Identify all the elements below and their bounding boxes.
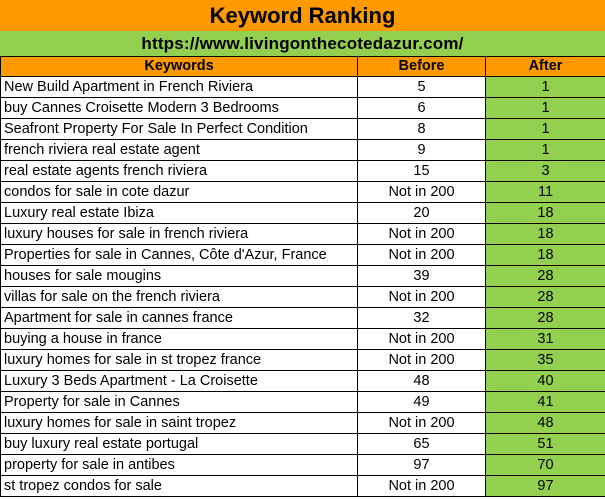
table-row [1,476,605,497]
table-row [1,245,605,266]
after-rank-cell: 28 [486,308,605,329]
keywords-header: Keywords [1,57,358,77]
before-rank-cell: 97 [358,455,486,476]
keyword-cell: villas for sale on the french riviera [1,287,358,308]
before-rank-cell: 15 [358,161,486,182]
before-rank-cell: Not in 200 [358,224,486,245]
keyword-cell: Luxury real estate Ibiza [1,203,358,224]
ranking-rows [1,77,605,497]
keyword-cell: french riviera real estate agent [1,140,358,161]
after-rank-cell: 1 [486,77,605,98]
keyword-cell: luxury homes for sale in saint tropez [1,413,358,434]
before-rank-cell: 20 [358,203,486,224]
keyword-cell: luxury houses for sale in french riviera [1,224,358,245]
before-header: Before [358,57,486,77]
before-rank-cell: Not in 200 [358,350,486,371]
after-rank-cell: 97 [486,476,605,497]
table-row [1,371,605,392]
ranking-table [0,56,605,497]
after-rank-cell: 48 [486,413,605,434]
table-row [1,266,605,287]
table-row [1,98,605,119]
keyword-cell: Luxury 3 Beds Apartment - La Croisette [1,371,358,392]
after-rank-cell: 11 [486,182,605,203]
keyword-cell: luxury homes for sale in st tropez france [1,350,358,371]
after-rank-cell: 70 [486,455,605,476]
keyword-cell: Apartment for sale in cannes france [1,308,358,329]
after-rank-cell: 40 [486,371,605,392]
table-row [1,287,605,308]
before-rank-cell: Not in 200 [358,182,486,203]
after-rank-cell: 28 [486,287,605,308]
keyword-cell: Seafront Property For Sale In Perfect Condition [1,119,358,140]
table-row [1,350,605,371]
before-rank-cell: 32 [358,308,486,329]
table-row [1,308,605,329]
after-rank-cell: 1 [486,140,605,161]
after-rank-cell: 18 [486,203,605,224]
after-header: After [486,57,605,77]
table-row [1,413,605,434]
keyword-cell: st tropez condos for sale [1,476,358,497]
after-rank-cell: 1 [486,98,605,119]
table-row [1,140,605,161]
after-rank-cell: 18 [486,224,605,245]
before-rank-cell: Not in 200 [358,413,486,434]
before-rank-cell: 6 [358,98,486,119]
before-rank-cell: 39 [358,266,486,287]
before-rank-cell: 49 [358,392,486,413]
keyword-cell: buy luxury real estate portugal [1,434,358,455]
table-row [1,161,605,182]
keyword-cell: New Build Apartment in French Riviera [1,77,358,98]
keyword-cell: Properties for sale in Cannes, Côte d'Azur, France [1,245,358,266]
before-rank-cell: 8 [358,119,486,140]
table-row [1,224,605,245]
before-rank-cell: 9 [358,140,486,161]
table-row [1,434,605,455]
after-rank-cell: 51 [486,434,605,455]
table-row [1,119,605,140]
after-rank-cell: 31 [486,329,605,350]
before-rank-cell: 65 [358,434,486,455]
table-row [1,392,605,413]
after-rank-cell: 3 [486,161,605,182]
before-rank-cell: Not in 200 [358,287,486,308]
table-row [1,203,605,224]
before-rank-cell: 48 [358,371,486,392]
keyword-cell: buying a house in france [1,329,358,350]
after-rank-cell: 35 [486,350,605,371]
table-row [1,182,605,203]
keyword-cell: houses for sale mougins [1,266,358,287]
table-row [1,329,605,350]
after-rank-cell: 1 [486,119,605,140]
after-rank-cell: 41 [486,392,605,413]
keyword-cell: buy Cannes Croisette Modern 3 Bedrooms [1,98,358,119]
before-rank-cell: Not in 200 [358,329,486,350]
after-rank-cell: 18 [486,245,605,266]
header-row [1,57,605,77]
table-row [1,455,605,476]
site-url: https://www.livingonthecotedazur.com/ [0,31,605,56]
after-rank-cell: 28 [486,266,605,287]
keyword-cell: property for sale in antibes [1,455,358,476]
keyword-cell: condos for sale in cote dazur [1,182,358,203]
table-row [1,77,605,98]
page-title: Keyword Ranking [0,0,605,31]
keyword-cell: Property for sale in Cannes [1,392,358,413]
before-rank-cell: Not in 200 [358,476,486,497]
before-rank-cell: 5 [358,77,486,98]
keyword-cell: real estate agents french riviera [1,161,358,182]
before-rank-cell: Not in 200 [358,245,486,266]
